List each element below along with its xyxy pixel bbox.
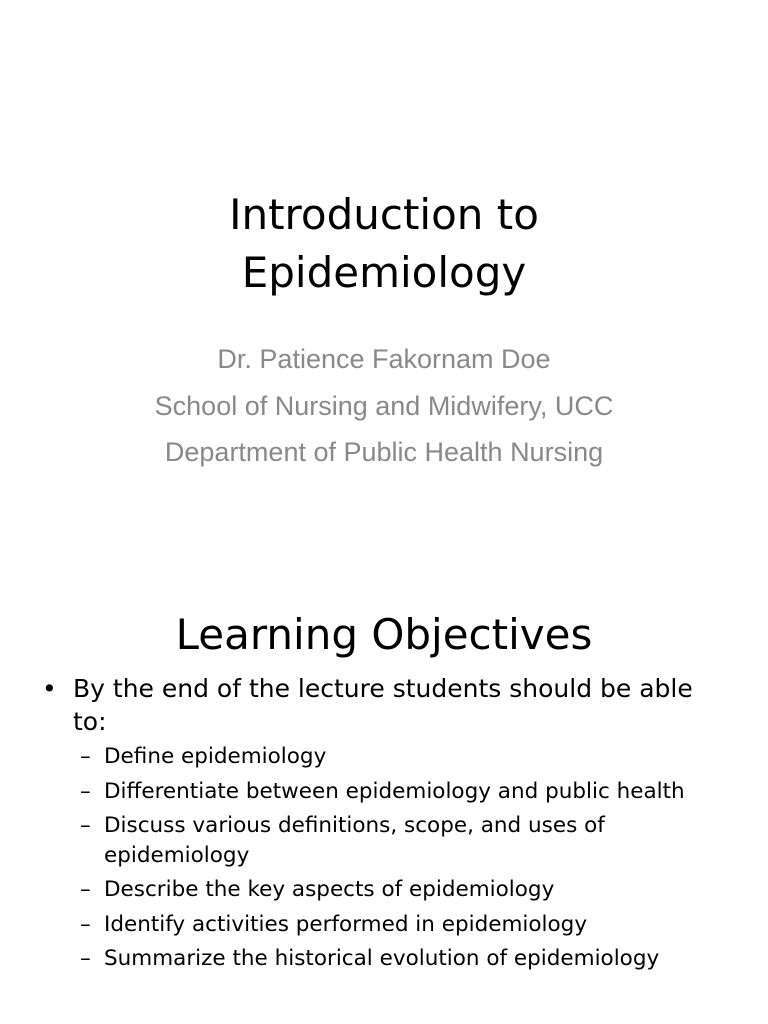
list-item bbox=[42, 777, 732, 807]
list-item-text: Differentiate between epidemiology and public health bbox=[104, 778, 685, 804]
list-item bbox=[42, 944, 732, 974]
department-name: Department of Public Health Nursing bbox=[164, 437, 604, 467]
school-name: School of Nursing and Midwifery, UCC bbox=[154, 390, 614, 421]
slide-subtitle bbox=[0, 336, 768, 476]
dash-icon: – bbox=[80, 946, 91, 971]
dash-icon: – bbox=[80, 778, 91, 804]
list-item-text: Identify activities performed in epidemiology bbox=[104, 911, 588, 937]
title-line-2: Epidemiology bbox=[241, 248, 527, 297]
intro-text: By the end of the lecture students should be able to: bbox=[73, 674, 693, 736]
list-item bbox=[42, 910, 732, 940]
slide-title bbox=[0, 186, 768, 302]
list-item-text: Discuss various definitions, scope, and uses of epidemiology bbox=[104, 813, 605, 868]
dash-icon: – bbox=[80, 877, 91, 902]
objectives-title: Learning Objectives bbox=[175, 610, 593, 659]
dash-icon: – bbox=[80, 813, 91, 838]
bullet-icon: • bbox=[42, 674, 57, 703]
list-item-text: Define epidemiology bbox=[104, 744, 327, 769]
objectives-body bbox=[42, 672, 732, 979]
list-item bbox=[42, 811, 732, 870]
dash-icon: – bbox=[80, 744, 91, 769]
list-item bbox=[42, 742, 732, 772]
title-line-1: Introduction to bbox=[229, 190, 539, 239]
list-item bbox=[42, 875, 732, 905]
list-item-text: Summarize the historical evolution of epidemiology bbox=[104, 946, 660, 971]
objectives-slide bbox=[0, 576, 768, 1024]
list-item-text: Describe the key aspects of epidemiology bbox=[104, 877, 555, 902]
intro-bullet bbox=[42, 672, 732, 738]
dash-icon: – bbox=[80, 911, 91, 937]
objectives-list bbox=[42, 742, 732, 974]
author-name: Dr. Patience Fakornam Doe bbox=[217, 344, 551, 374]
